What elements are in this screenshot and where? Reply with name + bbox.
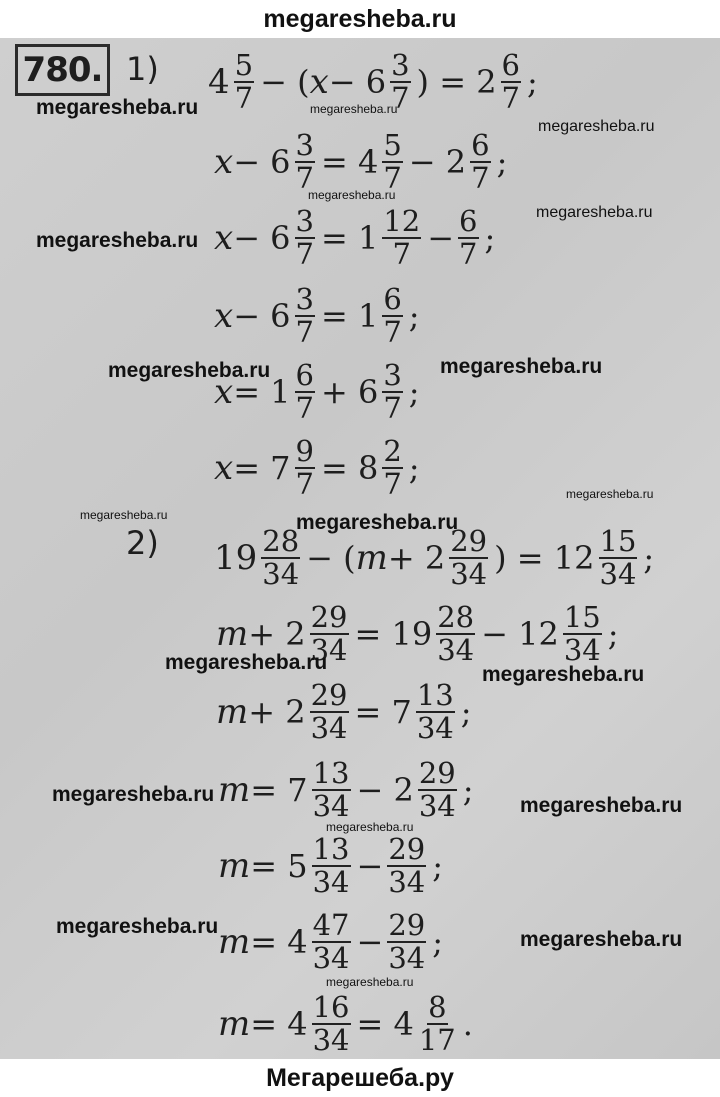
numerator: 6 [471, 128, 490, 162]
numerator: 3 [295, 128, 314, 162]
denominator: 7 [392, 237, 411, 271]
denominator: 34 [310, 711, 348, 745]
variable: x [214, 448, 234, 488]
operator: ) = 2 [416, 63, 497, 101]
fraction [312, 910, 351, 974]
watermark: megaresheba.ru [566, 487, 654, 501]
watermark: megaresheba.ru [296, 511, 459, 534]
fraction [418, 758, 457, 822]
operator: − [427, 219, 455, 257]
watermark: megaresheba.ru [520, 794, 683, 817]
numerator: 6 [459, 204, 478, 238]
operator: + 6 [320, 373, 379, 411]
denominator: 34 [416, 711, 454, 745]
operator: = 4 [250, 1005, 308, 1043]
denominator: 34 [388, 941, 426, 975]
fraction [295, 130, 315, 194]
numerator: 15 [599, 524, 637, 558]
numerator: 47 [312, 908, 350, 942]
watermark: megaresheba.ru [36, 96, 199, 119]
operator: − 6 [233, 143, 291, 181]
operator: − 12 [481, 615, 559, 653]
watermark: megaresheba.ru [482, 663, 645, 686]
punctuation: ; [527, 63, 538, 101]
footer-site-title: Мегарешеба.ру [0, 1059, 720, 1097]
operator: − 2 [356, 771, 414, 809]
numerator: 3 [295, 204, 314, 238]
numerator: 5 [383, 128, 402, 162]
equation-line-2-7 [218, 984, 473, 1064]
variable: x [214, 142, 234, 182]
watermark: megaresheba.ru [326, 975, 414, 989]
denominator: 7 [383, 391, 402, 425]
fraction [416, 680, 455, 744]
variable: m [218, 770, 251, 810]
denominator: 7 [295, 315, 314, 349]
fraction [563, 602, 602, 666]
fraction [382, 436, 402, 500]
operator: = 8 [320, 449, 379, 487]
operator: − 6 [233, 219, 291, 257]
numerator: 6 [501, 48, 520, 82]
numerator: 3 [383, 358, 402, 392]
variable: m [218, 1004, 251, 1044]
operator: = 1 [320, 297, 379, 335]
denominator: 7 [391, 81, 410, 115]
variable: x [214, 296, 234, 336]
operator: + 2 [387, 539, 446, 577]
operator: − ( [306, 539, 356, 577]
operator: = 5 [250, 847, 308, 885]
fraction [295, 436, 315, 500]
operator: = 19 [354, 615, 433, 653]
numerator: 28 [262, 524, 300, 558]
numerator: 29 [310, 678, 348, 712]
numerator: 28 [437, 600, 475, 634]
operator: = 7 [354, 693, 412, 731]
operator: − ( [260, 63, 310, 101]
fraction [382, 130, 402, 194]
operator: = 4 [356, 1005, 414, 1043]
punctuation: ; [607, 615, 619, 653]
watermark: megaresheba.ru [326, 820, 414, 834]
fraction [312, 834, 351, 898]
variable: m [355, 538, 388, 578]
denominator: 34 [388, 865, 426, 899]
fraction [449, 526, 488, 590]
fraction [312, 758, 351, 822]
denominator: 7 [295, 391, 314, 425]
header-site-title: megaresheba.ru [0, 0, 720, 38]
denominator: 7 [471, 161, 490, 195]
punctuation: ; [462, 771, 474, 809]
part-1-label: 1) [126, 50, 159, 88]
denominator: 7 [383, 467, 402, 501]
denominator: 34 [599, 557, 637, 591]
operator: − [356, 923, 384, 961]
denominator: 7 [383, 161, 402, 195]
denominator: 34 [437, 633, 475, 667]
numerator: 6 [383, 282, 402, 316]
fraction [295, 206, 315, 270]
watermark: megaresheba.ru [538, 118, 655, 135]
denominator: 7 [459, 237, 478, 271]
denominator: 7 [501, 81, 520, 115]
watermark: megaresheba.ru [108, 359, 271, 382]
operator: − 2 [408, 143, 467, 181]
variable: x [214, 372, 234, 412]
watermark: megaresheba.ru [310, 102, 398, 116]
whole-number: 4 [208, 62, 230, 102]
operator: = 7 [250, 771, 308, 809]
variable: x [214, 218, 234, 258]
denominator: 7 [383, 315, 402, 349]
fraction [470, 130, 490, 194]
operator: = 7 [233, 449, 291, 487]
punctuation: ; [496, 143, 508, 181]
numerator: 6 [295, 358, 314, 392]
fraction [382, 206, 421, 270]
operator: + 2 [248, 693, 306, 731]
watermark: megaresheba.ru [536, 204, 653, 221]
numerator: 3 [391, 48, 410, 82]
fraction [295, 284, 315, 348]
punctuation: ; [432, 847, 443, 885]
denominator: 34 [310, 633, 348, 667]
variable: m [216, 614, 249, 654]
fraction [436, 602, 475, 666]
numerator: 12 [383, 204, 421, 238]
denominator: 34 [418, 789, 456, 823]
fraction [234, 50, 254, 114]
watermark: megaresheba.ru [52, 783, 215, 806]
denominator: 34 [312, 941, 350, 975]
variable: m [218, 846, 251, 886]
operator: − 6 [328, 63, 387, 101]
fraction [312, 992, 351, 1056]
watermark: megaresheba.ru [520, 928, 683, 951]
operator: = 1 [233, 373, 291, 411]
fraction [387, 910, 426, 974]
operator: = 4 [250, 923, 308, 961]
numerator: 16 [312, 990, 350, 1024]
fraction [458, 206, 478, 270]
variable: m [218, 922, 251, 962]
fraction [382, 284, 402, 348]
denominator: 7 [295, 467, 314, 501]
denominator: 34 [262, 557, 300, 591]
denominator: 34 [450, 557, 488, 591]
numerator: 5 [234, 48, 254, 82]
punctuation: ; [460, 693, 472, 731]
fraction [261, 526, 300, 590]
watermark: megaresheba.ru [440, 355, 603, 378]
numerator: 29 [388, 908, 426, 942]
watermark: megaresheba.ru [80, 508, 168, 522]
watermark: megaresheba.ru [165, 651, 328, 674]
numerator: 13 [312, 832, 350, 866]
punctuation: ; [432, 923, 443, 961]
equation-line-2-3 [216, 672, 472, 752]
numerator: 29 [310, 600, 348, 634]
operator: − 6 [233, 297, 291, 335]
watermark: megaresheba.ru [36, 229, 199, 252]
equation-line-1-4 [214, 276, 420, 356]
denominator: 34 [312, 1023, 350, 1057]
problem-number: 780. [15, 44, 110, 96]
variable: m [216, 692, 249, 732]
numerator: 15 [563, 600, 601, 634]
fraction [295, 360, 315, 424]
numerator: 9 [295, 434, 314, 468]
equation-line-2-4 [218, 750, 474, 830]
equation-line-1-6 [214, 428, 420, 508]
punctuation: ; [643, 539, 655, 577]
fraction [501, 50, 521, 114]
denominator: 17 [418, 1023, 456, 1057]
equation-line-1-3 [214, 198, 495, 278]
punctuation: ; [484, 219, 496, 257]
numerator: 29 [418, 756, 456, 790]
numerator: 3 [295, 282, 314, 316]
numerator: 8 [428, 990, 447, 1024]
numerator: 29 [388, 832, 426, 866]
operator: = 1 [320, 219, 379, 257]
denominator: 34 [312, 789, 350, 823]
operator: + 2 [248, 615, 306, 653]
operator: ) = 12 [494, 539, 595, 577]
equation-line-2-5 [218, 826, 443, 906]
denominator: 34 [563, 633, 601, 667]
variable: x [309, 62, 329, 102]
whole-number: 19 [214, 538, 258, 578]
numerator: 13 [416, 678, 454, 712]
numerator: 13 [312, 756, 350, 790]
fraction [418, 992, 457, 1056]
watermark: megaresheba.ru [308, 188, 396, 202]
operator: = 4 [320, 143, 379, 181]
punctuation: ; [408, 449, 420, 487]
part-2-label: 2) [126, 524, 159, 562]
punctuation: . [462, 1005, 473, 1043]
denominator: 7 [295, 237, 314, 271]
fraction [310, 680, 349, 744]
numerator: 2 [383, 434, 402, 468]
equation-line-2-6 [218, 902, 443, 982]
fraction [599, 526, 638, 590]
denominator: 7 [295, 161, 314, 195]
watermark: megaresheba.ru [56, 915, 219, 938]
punctuation: ; [408, 297, 420, 335]
numerator: 29 [450, 524, 488, 558]
fraction [382, 360, 402, 424]
punctuation: ; [408, 373, 420, 411]
fraction [387, 834, 426, 898]
operator: − [356, 847, 384, 885]
denominator: 34 [312, 865, 350, 899]
denominator: 7 [234, 81, 254, 115]
